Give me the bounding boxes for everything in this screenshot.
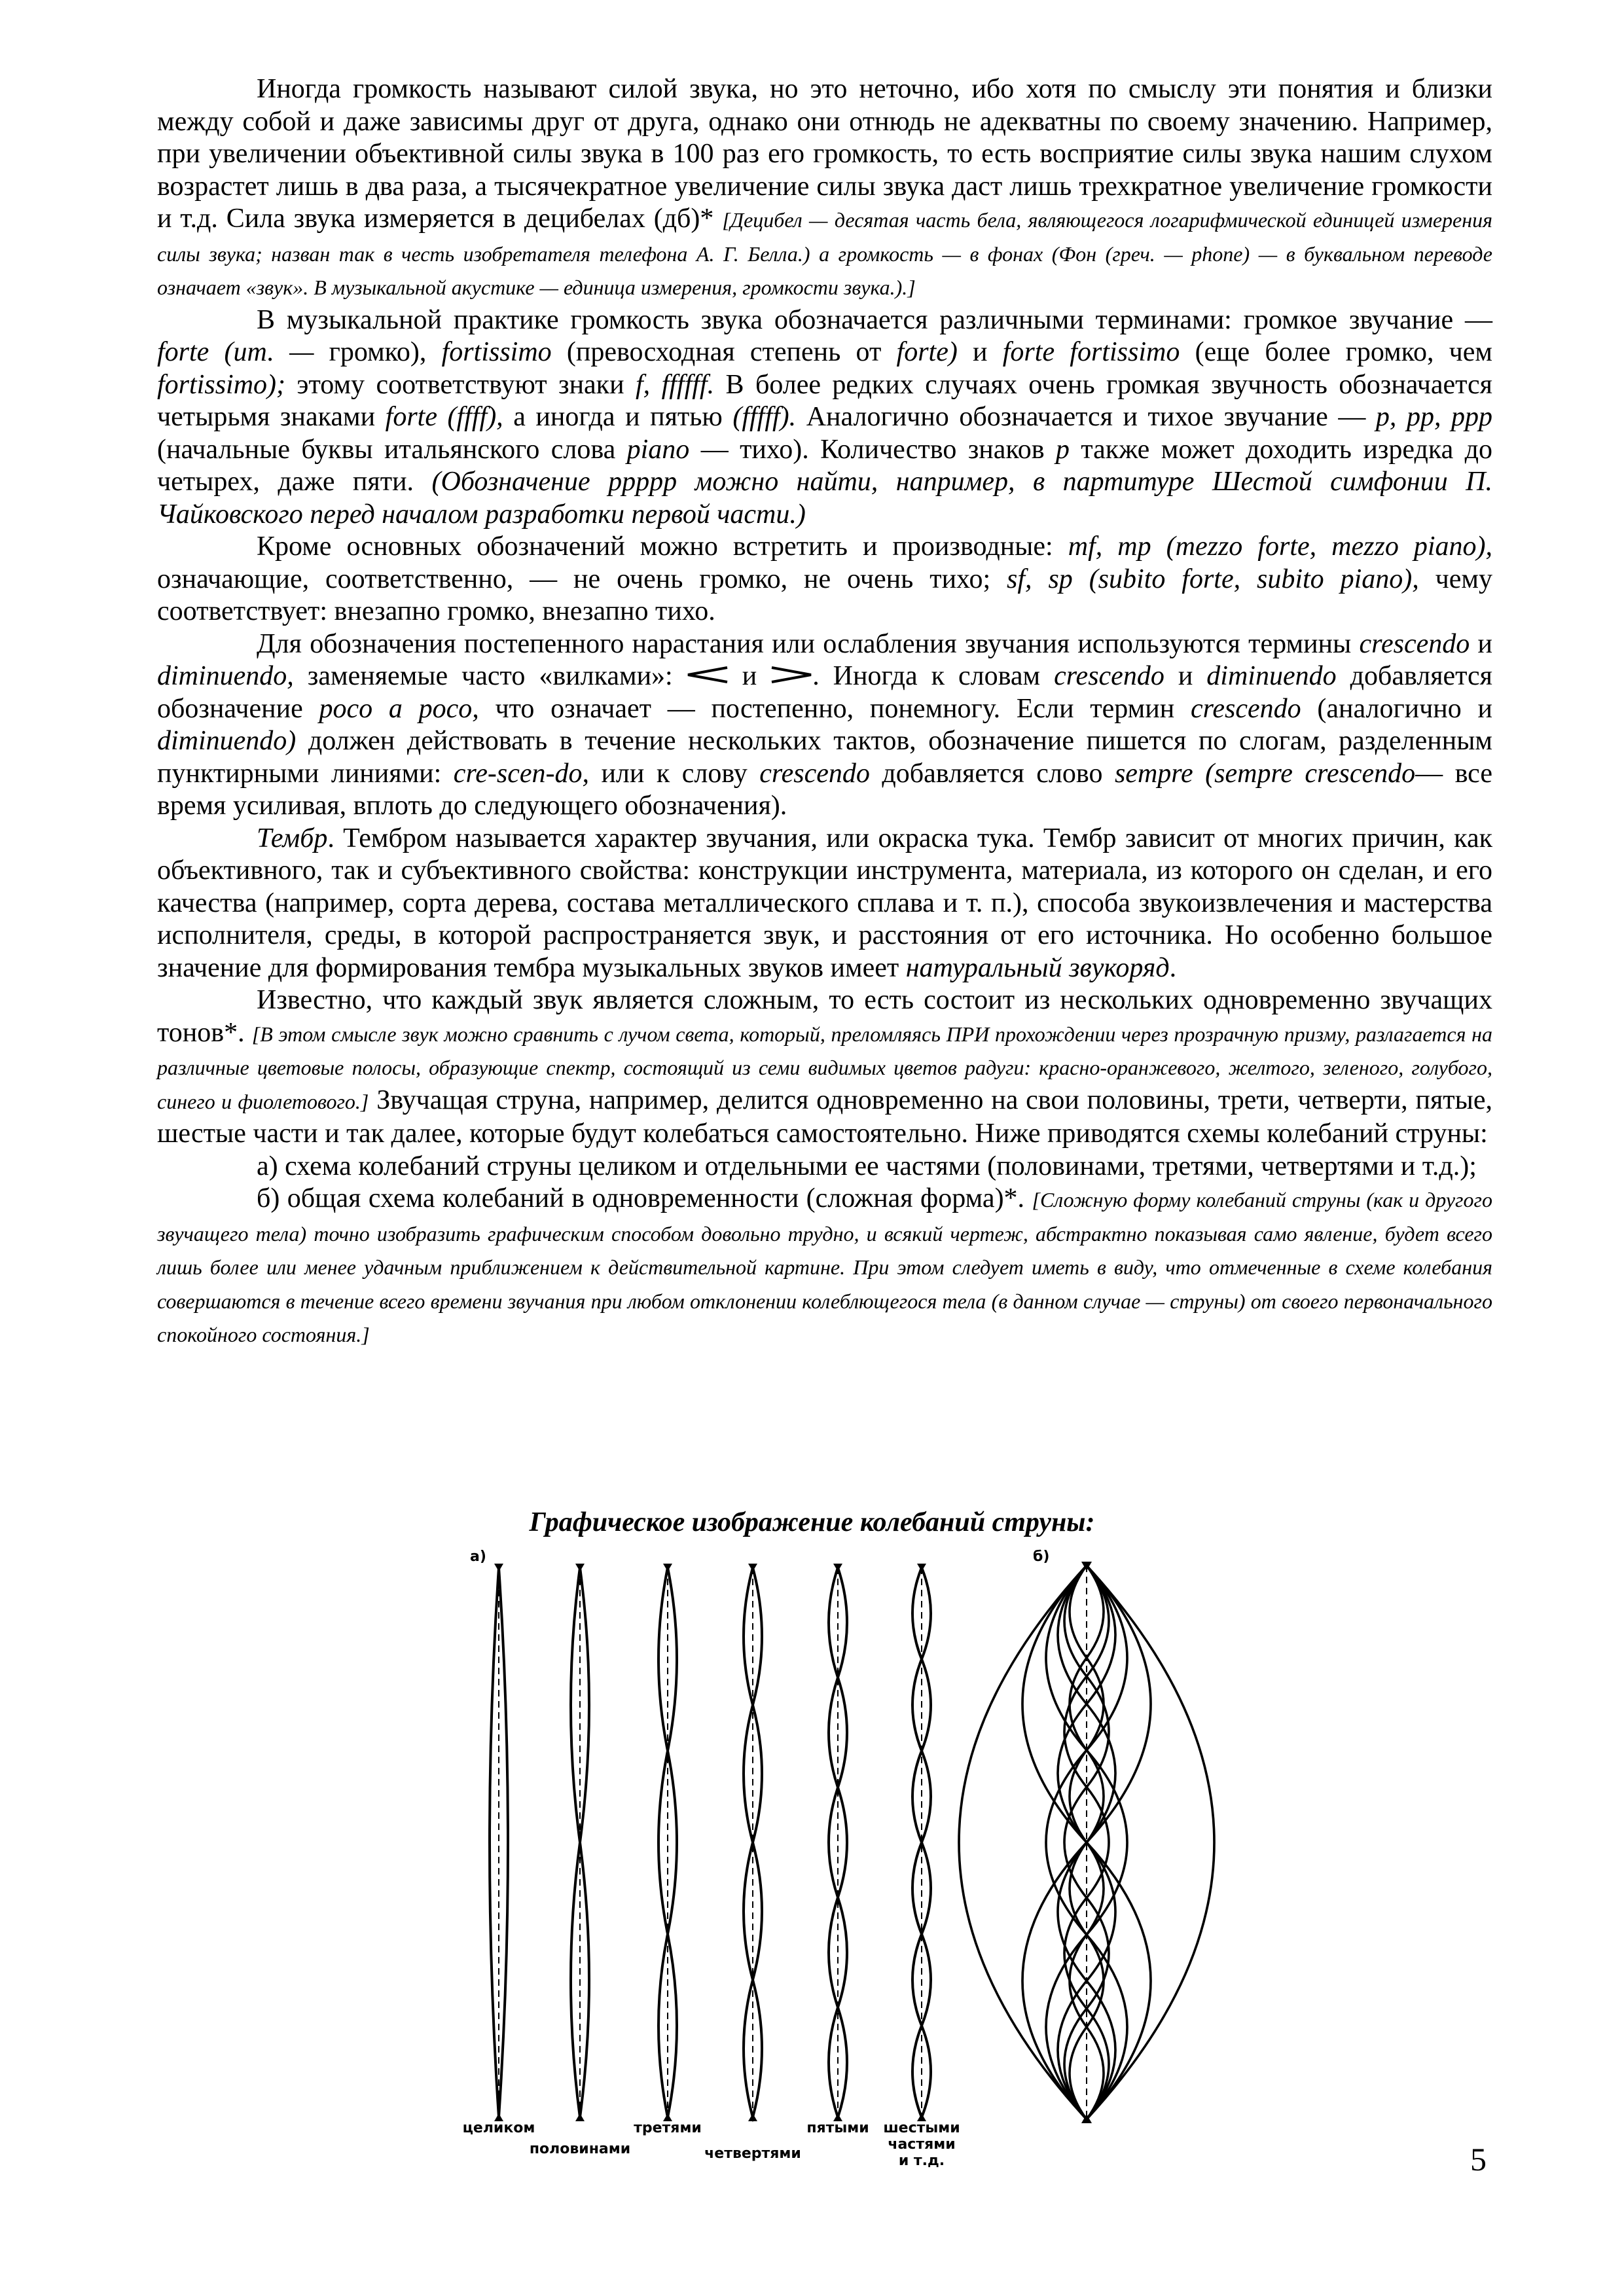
page-number: 5 xyxy=(1470,2141,1487,2178)
label-b: б) xyxy=(1033,1549,1050,1565)
top-anchor xyxy=(917,1564,926,1571)
footnote-prism: [В этом смысле звук можно сравнить с лучом света, который, преломляясь ПРИ прохождении через прозрачную призму, разлагается на различные цветовые полосы, образующие спектр, состоящий из семи видимых цветов радуги: красно-оранжевого, желтого, зеленого, голубого, синего и фиолетового.] xyxy=(157,1022,1493,1113)
partial-vibration-diagrams xyxy=(490,1564,931,2121)
caption-whole: целиком xyxy=(462,2120,535,2136)
paragraph-dynamics: В музыкальной практике громкость звука обозначается различными терминами: громкое звучание — forte (ит. — громко), fortissimo (превосходная степень от forte) и forte fortissimo (еще более громко, чем fortissimo); этому соответствуют знаки f, ffffff. В более редких случаях очень громкая звучность обозначается четырьмя знаками forte (ffff), а иногда и пятью (fffff). Аналогично обозначается и тихое звучание — p, pp, ppp (начальные буквы итальянского слова piano — тихо). Количество знаков p также может доходить изредка до четырех, даже пяти. (Обозначение ppppp можно найти, например, в партитуре Шестой симфонии П. Чайковского перед началом разработки первой части.) xyxy=(157,304,1493,529)
paragraph-complex-sound: Известно, что каждый звук является сложным, то есть состоит из нескольких одновременно звучащих тонов*. [В этом смысле звук можно сравнить с лучом света, который, преломляясь ПРИ прохождении через прозрачную призму, разлагается на различные цветовые полосы, образующие спектр, состоящий из семи видимых цветов радуги: красно-оранжевого, желтого, зеленого, голубого, синего и фиолетового.] Звучащая струна, например, делится одновременно на свои половины, трети, четверти, пятые, шестые части и так далее, которые будут колебаться самостоятельно. Ниже приводятся схемы колебаний струны: xyxy=(157,985,1493,1149)
top-anchor xyxy=(663,1564,672,1571)
label-a: а) xyxy=(470,1549,486,1565)
bottom-anchor xyxy=(575,2113,585,2121)
paragraph-derived-marks: Кроме основных обозначений можно встретить и производные: mf, mp (mezzo forte, mezzo piano), означающие, соответственно, — не очень громко, не очень тихо; sf, sp (subito forte, subito piano), чему соответствует: внезапно громко, внезапно тихо. xyxy=(157,531,1493,626)
top-anchor xyxy=(748,1564,757,1571)
top-anchor xyxy=(833,1564,842,1571)
complex-vibration-diagram xyxy=(959,1562,1214,2123)
figure-title: Графическое изображение колебаний струны: xyxy=(529,1507,1095,1537)
caption-parts: частями xyxy=(888,2136,956,2153)
footnote-complex-form: [Сложную форму колебаний струны (как и другого звучащего тела) точно изобразить графическим способом довольно трудно, и всякий чертеж, абстрактно показывая само явление, будет всего лишь более или менее удачным приближением к действительной картине. При этом следует иметь в виду, что отмеченные в схеме колебания совершаются в течение всего времени звучания при любом отклонении колеблющегося тела (в данном случае — струны) от своего первоначального спокойного состояния.] xyxy=(157,1188,1493,1346)
paragraph-crescendo: Для обозначения постепенного нарастания или ослабления звучания используются термины crescendo и diminuendo, заменяемые часто «вилками»: и . Иногда к словам crescendo и diminuendo добавляется обозначение poco a poco, что означает — постепенно, понемногу. Если термин crescendo (аналогично и diminuendo) должен действовать в течение нескольких тактов, обозначение пишется по слогам, разделенным пунктирными линиями: cre-scen-do, или к слову crescendo добавляется слово sempre (sempre crescendo— все время усиливая, вплоть до следующего обозначения). xyxy=(157,628,1493,821)
caption-sixths: шестыми xyxy=(883,2120,960,2136)
paragraph-scheme-b: б) общая схема колебаний в одновременности (сложная форма)*. [Сложную форму колебаний струны (как и другого звучащего тела) точно изобразить графическим способом довольно трудно, и всякий чертеж, абстрактно показывая само явление, будет всего лишь более или менее удачным приближением к действительной картине. При этом следует иметь в виду, что отмеченные в схеме колебания совершаются в течение всего времени звучания при любом отклонении колеблющегося тела (в данном случае — струны) от своего первоначального спокойного состояния.] xyxy=(157,1183,1493,1346)
caption-quarters: четвертями xyxy=(704,2145,801,2162)
top-anchor xyxy=(494,1564,503,1571)
paragraph-timbre: Тембр. Тембром называется характер звучания, или окраска тука. Тембр зависит от многих причин, как объективного, так и субъективного свойства: конструкции инструмента, материала, из которого он сделан, и его качества (например, сорта дерева, состава металлического сплава и т. п.), способа звукоизвлечения и мастерства исполнителя, среды, в которой распространяется звук, и расстояния от его источника. Но особенно большое значение для формирования тембра музыкальных звуков имеет натуральный звукоряд. xyxy=(157,823,1492,983)
bottom-anchor xyxy=(748,2113,757,2121)
top-anchor xyxy=(575,1564,585,1571)
paragraph-loudness: Иногда громкость называют силой звука, но это неточно, ибо хотя по смыслу эти понятия и близки между собой и даже зависимы друг от друга, однако они отнюдь не адекватны по своему значению. Например, при увеличении объективной силы звука в 100 раз его громкость, то есть восприятие силы звука нашим слухом возрастет лишь в два раза, а тысячекратное увеличение силы звука даст лишь трехкратное увеличение громкости и т.д. Сила звука измеряется в децибелах (дб)* [Децибел — десятая часть бела, являющегося логарифмической единицей измерения силы звука; назван так в честь изобретателя телефона А. Г. Белла.) а громкость — в фонах (Фон (греч. — phone) — в буквальном переводе означает «звук». В музыкальной акустике — единица измерения, громкости звука.).] xyxy=(157,74,1492,299)
caption-halves: половинами xyxy=(529,2141,631,2157)
footnote-decibel: [Децибел — десятая часть бела, являющегося логарифмической единицей измерения силы звука; назван так в честь изобретателя телефона А. Г. Белла.) а громкость — в фонах (Фон (греч. — phone) — в буквальном переводе означает «звук». В музыкальной акустике — единица измерения, громкости звука.).] xyxy=(157,208,1492,299)
caption-fifths: пятыми xyxy=(806,2120,869,2136)
caption-etc: и т.д. xyxy=(898,2153,945,2169)
paragraph-scheme-a: а) схема колебаний струны целиком и отдельными ее частями (половинами, третями, четвертями и т.д.); xyxy=(257,1151,1477,1181)
caption-thirds: третями xyxy=(634,2120,702,2136)
vibration-loop xyxy=(912,1842,931,1934)
